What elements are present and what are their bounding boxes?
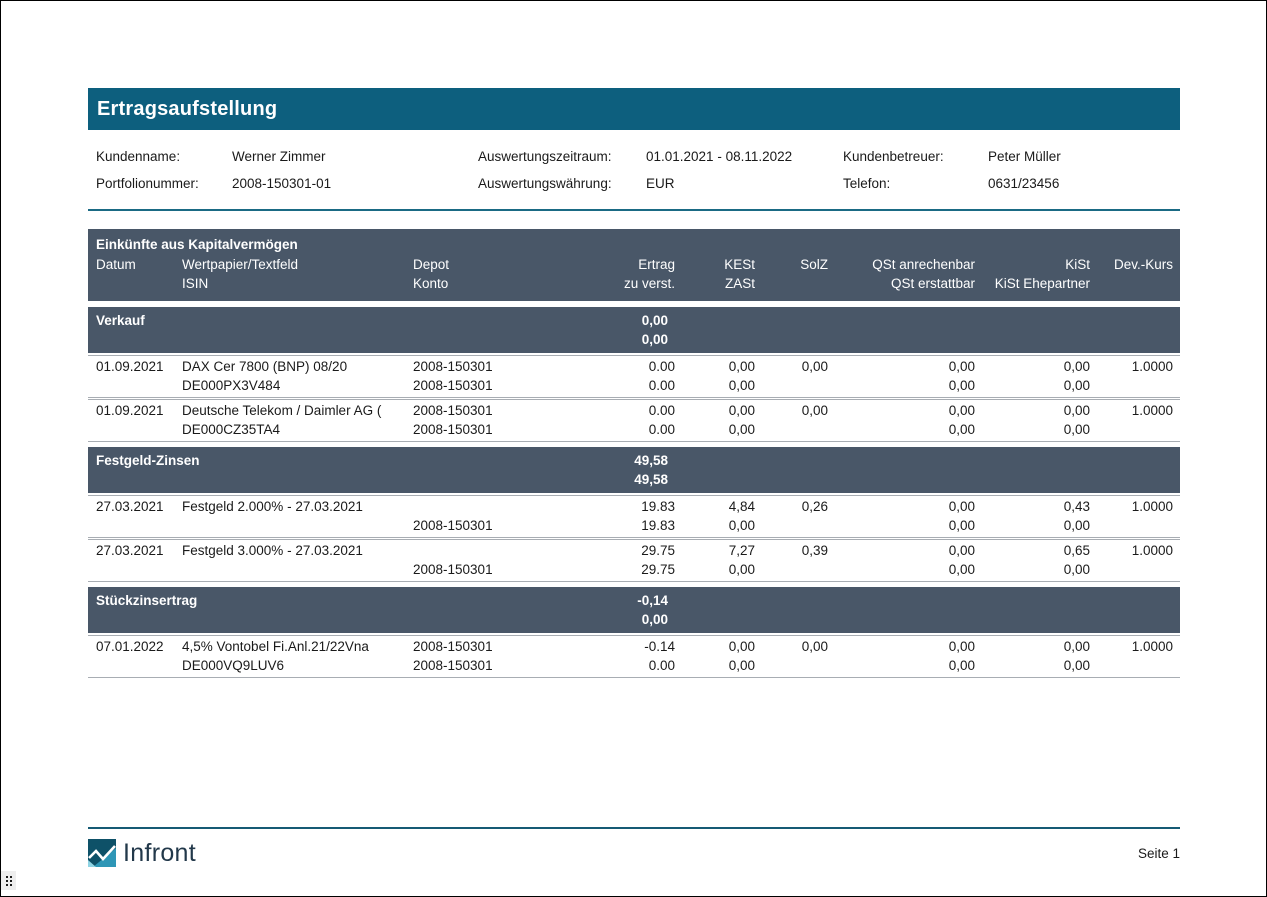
table-cell: 0,43 0,00 [1063,499,1090,533]
section-total: 0,00 [641,332,668,347]
table-cell: 0,00 0,00 [1063,359,1090,393]
section-title: Festgeld-Zinsen [96,453,200,468]
table-cell: 0,00 0,00 [728,639,755,673]
table-cell: 1.0000 [1131,499,1173,514]
table-cell: 2008-150301 [413,562,493,577]
table-cell: DAX Cer 7800 (BNP) 08/20 DE000PX3V484 [182,359,348,393]
table-row [88,495,1180,538]
table-cell: 0,26 [801,499,828,514]
infront-logo-icon [88,839,116,867]
column-header: Depot Konto [413,257,450,291]
column-header: KiSt KiSt Ehepartner [994,257,1090,291]
info-value-telefon: 0631/23456 [988,176,1060,191]
table-cell: 0,00 0,00 [948,499,975,533]
info-value-portfolionummer: 2008-150301-01 [232,176,332,191]
table-cell: 27.03.2021 [96,499,164,514]
column-header: KESt ZASt [724,257,755,291]
table-cell: 0.00 0.00 [648,359,675,393]
section-total: 0,00 [641,612,668,627]
table-cell: 1.0000 [1131,543,1173,558]
table-cell: 0,00 [801,403,828,418]
table-cell: 2008-150301 2008-150301 [413,403,493,437]
table-header-band [88,229,1180,301]
customer-info [88,143,1180,197]
table-cell: 1.0000 [1131,359,1173,374]
table-cell: 1.0000 [1131,403,1173,418]
table-cell: 0,00 0,00 [948,403,975,437]
table-cell: 0,39 [801,543,828,558]
table-cell: 0,00 0,00 [1063,403,1090,437]
info-value-auswertungszeitraum: 01.01.2021 - 08.11.2022 [646,149,793,164]
info-label-auswertungswaehrung: Auswertungswährung: [478,176,612,191]
section-total: 0,00 [641,313,668,328]
column-header: Wertpapier/Textfeld ISIN [182,257,299,291]
column-header: Dev.-Kurs [1113,257,1173,272]
table-cell: 4,84 0,00 [728,499,755,533]
table-cell: 0,00 0,00 [728,359,755,393]
table-cell: Deutsche Telekom / Daimler AG ( DE000CZ35TA4 [182,403,382,437]
table-cell: 1.0000 [1131,639,1173,654]
info-value-kundenname: Werner Zimmer [232,149,326,164]
table-cell: 07.01.2022 [96,639,164,654]
column-header: SolZ [800,257,828,272]
table-cell: 27.03.2021 [96,543,164,558]
column-headers [88,255,1180,293]
info-value-kundenbetreuer: Peter Müller [988,149,1061,164]
table-row [88,355,1180,398]
table-cell: -0.14 0.00 [644,639,675,673]
table-cell: 29.75 29.75 [641,543,675,577]
report-page [88,0,1180,678]
infront-logo [88,839,196,868]
section-total: -0,14 [637,593,668,608]
section-total: 49,58 [634,472,668,487]
table-cell: 0.00 0.00 [648,403,675,437]
info-label-telefon: Telefon: [843,176,891,191]
table-cell: 0,00 0,00 [728,403,755,437]
column-header: Datum [96,257,136,272]
income-table [88,229,1180,678]
table-cell: 19.83 19.83 [641,499,675,533]
resize-grip-icon[interactable] [1,871,16,890]
info-label-kundenname: Kundenname: [96,149,181,164]
table-cell: 0,00 0,00 [948,543,975,577]
table-cell: 7,27 0,00 [728,543,755,577]
table-cell: 0,00 [801,359,828,374]
footer-divider [88,827,1180,829]
table-cell: 0,00 0,00 [1063,639,1090,673]
table-cell: 2008-150301 2008-150301 [413,639,493,673]
report-title-bar [88,88,1180,130]
table-cell: 0,00 0,00 [948,359,975,393]
info-value-auswertungswaehrung: EUR [646,176,675,191]
table-row [88,635,1180,678]
table-cell: Festgeld 2.000% - 27.03.2021 [182,499,363,514]
page-title: Ertragsaufstellung [97,97,278,120]
table-cell: 4,5% Vontobel Fi.Anl.21/22Vna DE000VQ9LUV6 [182,639,369,673]
table-cell: 2008-150301 2008-150301 [413,359,493,393]
table-cell: 2008-150301 [413,518,493,533]
info-label-kundenbetreuer: Kundenbetreuer: [843,149,944,164]
section-band [88,447,1180,493]
table-row [88,539,1180,582]
table-cell: Festgeld 3.000% - 27.03.2021 [182,543,363,558]
info-label-portfolionummer: Portfolionummer: [96,176,199,191]
column-header: Ertrag zu verst. [623,257,675,291]
table-cell: 0,00 0,00 [948,639,975,673]
table-row [88,399,1180,442]
page-footer [88,827,1180,868]
section-band [88,587,1180,633]
table-cell: 01.09.2021 [96,403,164,418]
table-body [88,307,1180,678]
section-band [88,307,1180,353]
page-number: Seite 1 [1137,845,1180,861]
section-total: 49,58 [634,453,668,468]
table-title: Einkünfte aus Kapitalvermögen [96,237,298,252]
info-label-auswertungszeitraum: Auswertungszeitraum: [478,149,612,164]
header-divider [88,209,1180,211]
column-header: QSt anrechenbar QSt erstattbar [872,257,975,291]
section-title: Verkauf [96,313,145,328]
table-cell: 0,00 [801,639,828,654]
table-cell: 01.09.2021 [96,359,164,374]
table-cell: 0,65 0,00 [1063,543,1090,577]
infront-logo-text: Infront [123,838,196,867]
section-title: Stückzinsertrag [96,593,198,608]
